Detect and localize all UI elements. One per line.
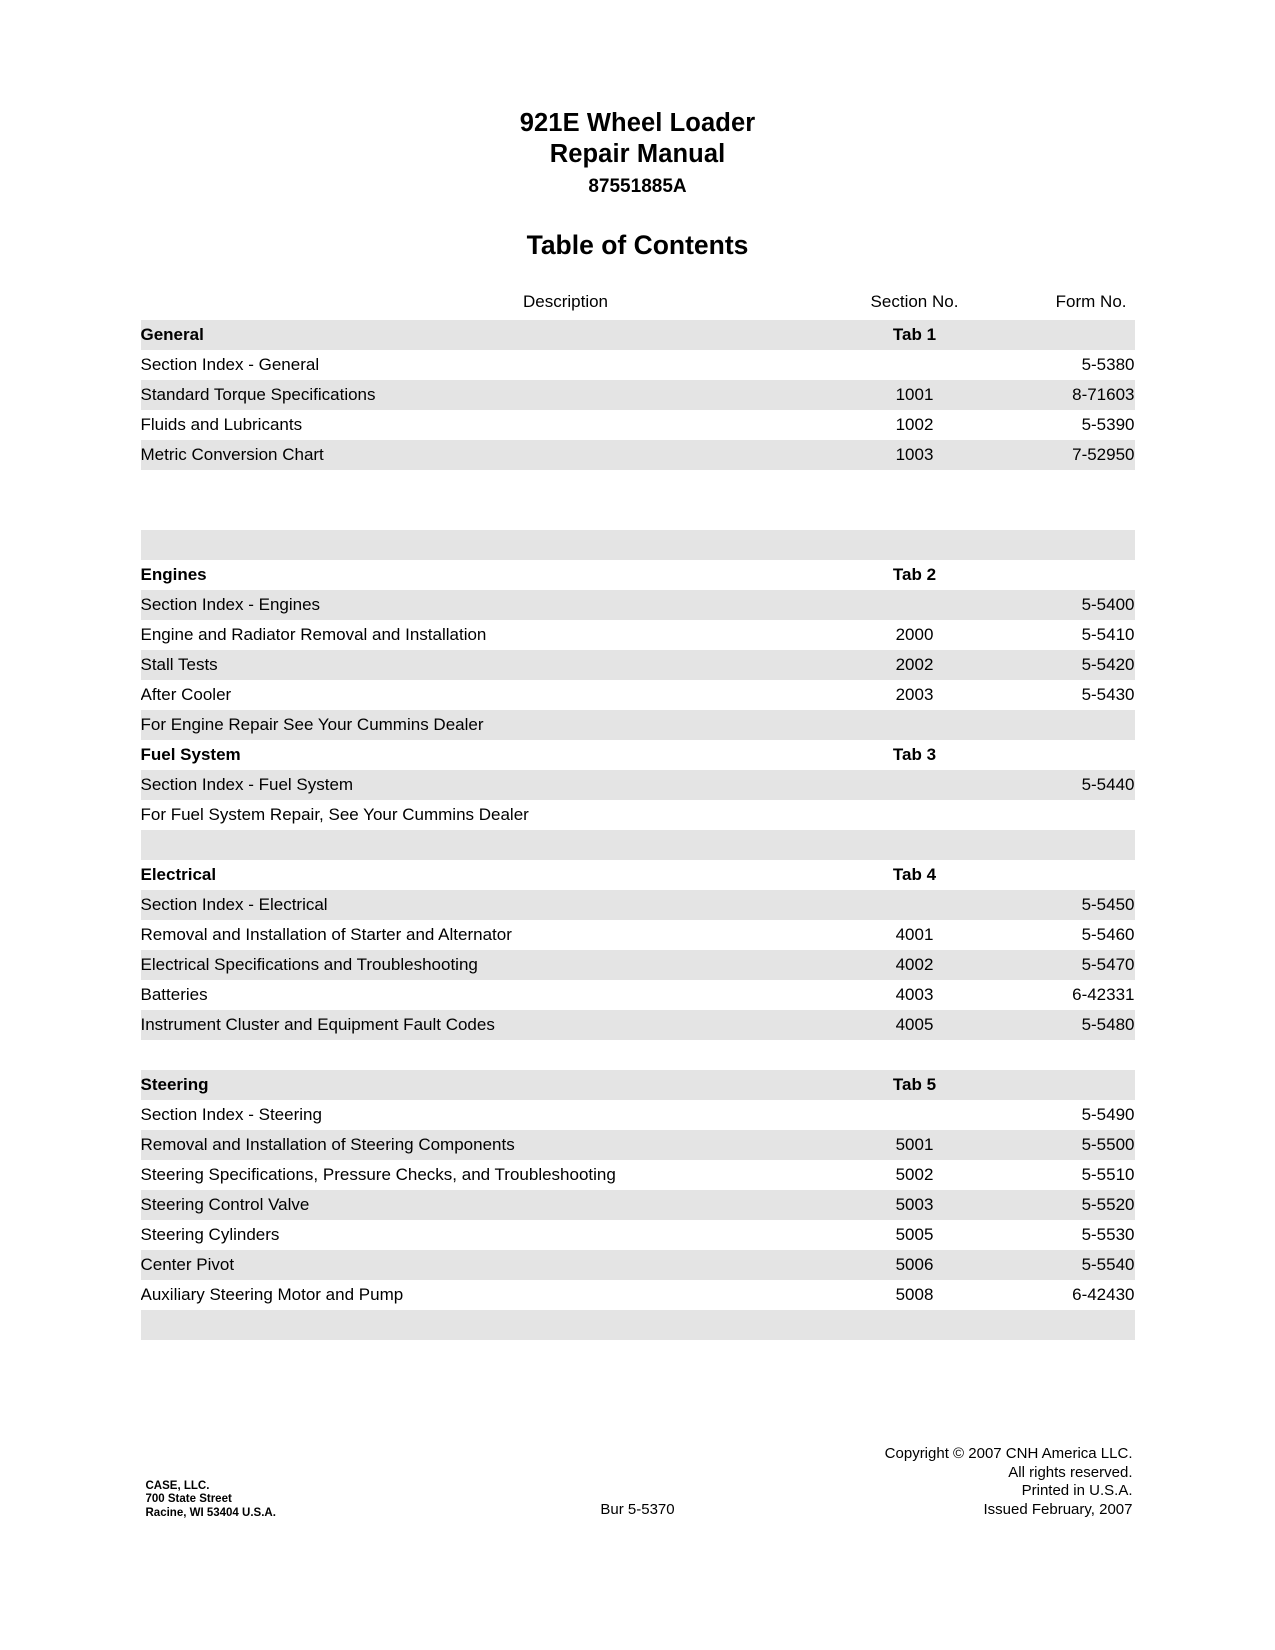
table-spacer-row: [141, 470, 1135, 500]
cell-form-no: 6-42430: [989, 1280, 1135, 1310]
table-row[interactable]: [141, 1100, 1135, 1130]
cell-section-no: [841, 1100, 989, 1130]
table-row[interactable]: [141, 680, 1135, 710]
cell-description: General: [141, 320, 841, 350]
cell-description: Instrument Cluster and Equipment Fault Codes: [141, 1010, 841, 1040]
cell-section-no: Tab 2: [841, 560, 989, 590]
cell-section-no: [841, 530, 989, 560]
table-spacer-row: [141, 1310, 1135, 1340]
cell-section-no: [841, 470, 989, 500]
cell-section-no: 4002: [841, 950, 989, 980]
cell-form-no: [989, 560, 1135, 590]
cell-form-no: [989, 470, 1135, 500]
cell-form-no: 5-5490: [989, 1100, 1135, 1130]
cell-description: Standard Torque Specifications: [141, 380, 841, 410]
cell-section-no: [841, 500, 989, 530]
table-of-contents-heading: Table of Contents: [526, 230, 749, 260]
cell-section-no: 5003: [841, 1190, 989, 1220]
cell-form-no: 5-5510: [989, 1160, 1135, 1190]
cell-description: [141, 470, 841, 500]
cell-form-no: [989, 500, 1135, 530]
cell-section-no: [841, 830, 989, 860]
cell-description: For Engine Repair See Your Cummins Dealer: [141, 710, 841, 740]
cell-section-no: [841, 350, 989, 380]
cell-section-no: 1001: [841, 380, 989, 410]
cell-form-no: 5-5410: [989, 620, 1135, 650]
cell-form-no: 5-5460: [989, 920, 1135, 950]
table-spacer-row: [141, 500, 1135, 530]
table-section-row[interactable]: [141, 560, 1135, 590]
table-section-row[interactable]: [141, 320, 1135, 350]
cell-form-no: 5-5430: [989, 680, 1135, 710]
cell-form-no: 5-5530: [989, 1220, 1135, 1250]
table-row[interactable]: [141, 890, 1135, 920]
table-section-row[interactable]: [141, 740, 1135, 770]
cell-section-no: [841, 1310, 989, 1340]
cell-description: Section Index - Engines: [141, 590, 841, 620]
cell-section-no: 5005: [841, 1220, 989, 1250]
rights-line: All rights reserved.: [1008, 1463, 1133, 1481]
cell-description: Fuel System: [141, 740, 841, 770]
table-row[interactable]: [141, 590, 1135, 620]
document-number: 87551885A: [588, 176, 687, 197]
cell-form-no: [989, 1070, 1135, 1100]
cell-form-no: 5-5440: [989, 770, 1135, 800]
cell-form-no: [989, 530, 1135, 560]
cell-description: Section Index - Steering: [141, 1100, 841, 1130]
company-name: CASE, LLC.: [145, 1479, 210, 1492]
cell-description: [141, 1310, 841, 1340]
printed-line: Printed in U.S.A.: [1021, 1482, 1133, 1499]
cell-description: Steering Cylinders: [141, 1220, 841, 1250]
cell-description: Metric Conversion Chart: [141, 440, 841, 470]
company-city-state-zip: Racine, WI 53404 U.S.A.: [145, 1506, 276, 1519]
cell-section-no: 4003: [841, 980, 989, 1010]
cell-description: Steering Specifications, Pressure Checks, and Troubleshooting: [141, 1160, 841, 1190]
cell-form-no: 6-42331: [989, 980, 1135, 1010]
cell-description: Steering Control Valve: [141, 1190, 841, 1220]
company-street: 700 State Street: [145, 1493, 232, 1505]
cell-description: Engine and Radiator Removal and Installation: [141, 620, 841, 650]
cell-description: Fluids and Lubricants: [141, 410, 841, 440]
cell-form-no: [989, 320, 1135, 350]
table-row[interactable]: [141, 950, 1135, 980]
cell-description: [141, 830, 841, 860]
cell-form-no: [989, 1040, 1135, 1070]
table-spacer-row: [141, 1040, 1135, 1070]
table-section-row[interactable]: [141, 860, 1135, 890]
cell-description: Engines: [141, 560, 841, 590]
cell-section-no: [841, 770, 989, 800]
cell-form-no: 5-5540: [989, 1250, 1135, 1280]
cell-description: [141, 1040, 841, 1070]
cell-section-no: [841, 1040, 989, 1070]
cell-description: Section Index - Fuel System: [141, 770, 841, 800]
column-header-form-no: Form No.: [1055, 292, 1127, 311]
cell-section-no: 2000: [841, 620, 989, 650]
cell-form-no: 5-5500: [989, 1130, 1135, 1160]
column-header-section-no: Section No.: [870, 292, 959, 311]
cell-description: Removal and Installation of Steering Components: [141, 1130, 841, 1160]
cell-form-no: 5-5420: [989, 650, 1135, 680]
cell-form-no: [989, 1310, 1135, 1340]
cell-section-no: [841, 890, 989, 920]
table-of-contents: [141, 289, 1135, 1340]
cell-section-no: 2002: [841, 650, 989, 680]
cell-section-no: Tab 4: [841, 860, 989, 890]
table-of-contents-wrapper: [141, 289, 1135, 1340]
bulletin-number: Bur 5-5370: [600, 1501, 675, 1518]
copyright-line: Copyright © 2007 CNH America LLC.: [884, 1445, 1133, 1462]
cell-description: [141, 530, 841, 560]
cell-description: For Fuel System Repair, See Your Cummins Dealer: [141, 800, 841, 830]
cell-form-no: 8-71603: [989, 380, 1135, 410]
cell-description: Section Index - General: [141, 350, 841, 380]
cell-form-no: 5-5400: [989, 590, 1135, 620]
cell-description: Stall Tests: [141, 650, 841, 680]
table-row[interactable]: [141, 800, 1135, 830]
copyright-block: [885, 1445, 1133, 1519]
cell-section-no: Tab 5: [841, 1070, 989, 1100]
cell-section-no: 5001: [841, 1130, 989, 1160]
table-row[interactable]: [141, 650, 1135, 680]
cell-description: [141, 500, 841, 530]
cell-description: Auxiliary Steering Motor and Pump: [141, 1280, 841, 1310]
cell-description: After Cooler: [141, 680, 841, 710]
cell-form-no: 5-5450: [989, 890, 1135, 920]
cell-section-no: 5002: [841, 1160, 989, 1190]
column-header-description: Description: [522, 292, 609, 311]
cell-form-no: [989, 740, 1135, 770]
cell-description: Batteries: [141, 980, 841, 1010]
table-spacer-row: [141, 530, 1135, 560]
table-row[interactable]: [141, 350, 1135, 380]
table-header: [141, 289, 1135, 320]
cell-form-no: 5-5390: [989, 410, 1135, 440]
cell-section-no: 5008: [841, 1280, 989, 1310]
cell-section-no: Tab 1: [841, 320, 989, 350]
table-body: [141, 320, 1135, 1340]
cell-form-no: [989, 860, 1135, 890]
table-row[interactable]: [141, 1280, 1135, 1310]
cell-form-no: [989, 800, 1135, 830]
table-row[interactable]: [141, 440, 1135, 470]
cell-description: Center Pivot: [141, 1250, 841, 1280]
cell-section-no: 1003: [841, 440, 989, 470]
cell-description: Section Index - Electrical: [141, 890, 841, 920]
table-row[interactable]: [141, 980, 1135, 1010]
document-title-line-2: Repair Manual: [549, 140, 726, 168]
cell-description: Steering: [141, 1070, 841, 1100]
table-row[interactable]: [141, 770, 1135, 800]
table-row[interactable]: [141, 1220, 1135, 1250]
page-footer: [0, 1440, 1275, 1520]
table-row[interactable]: [141, 620, 1135, 650]
document-title-line-1: 921E Wheel Loader: [519, 109, 756, 137]
table-header-row: [141, 289, 1135, 320]
cell-section-no: 4001: [841, 920, 989, 950]
cell-form-no: 5-5470: [989, 950, 1135, 980]
cell-section-no: 4005: [841, 1010, 989, 1040]
cell-section-no: [841, 590, 989, 620]
cell-form-no: 5-5480: [989, 1010, 1135, 1040]
cell-description: Electrical: [141, 860, 841, 890]
cell-form-no: [989, 830, 1135, 860]
table-row[interactable]: [141, 710, 1135, 740]
cell-section-no: 2003: [841, 680, 989, 710]
table-spacer-row: [141, 830, 1135, 860]
cell-section-no: [841, 800, 989, 830]
table-row[interactable]: [141, 1010, 1135, 1040]
table-row[interactable]: [141, 410, 1135, 440]
cell-form-no: 5-5520: [989, 1190, 1135, 1220]
table-row[interactable]: [141, 1160, 1135, 1190]
cell-section-no: 5006: [841, 1250, 989, 1280]
issued-line: Issued February, 2007: [983, 1500, 1133, 1518]
cell-form-no: [989, 710, 1135, 740]
cell-section-no: 1002: [841, 410, 989, 440]
table-row[interactable]: [141, 1250, 1135, 1280]
cell-form-no: 5-5380: [989, 350, 1135, 380]
title-block: [0, 0, 1275, 261]
table-row[interactable]: [141, 380, 1135, 410]
footer-inner: [141, 1440, 1135, 1520]
cell-description: Electrical Specifications and Troubleshooting: [141, 950, 841, 980]
cell-section-no: [841, 710, 989, 740]
cell-section-no: Tab 3: [841, 740, 989, 770]
table-row[interactable]: [141, 920, 1135, 950]
table-section-row[interactable]: [141, 1070, 1135, 1100]
cell-description: Removal and Installation of Starter and Alternator: [141, 920, 841, 950]
cell-form-no: 7-52950: [989, 440, 1135, 470]
table-row[interactable]: [141, 1190, 1135, 1220]
table-row[interactable]: [141, 1130, 1135, 1160]
